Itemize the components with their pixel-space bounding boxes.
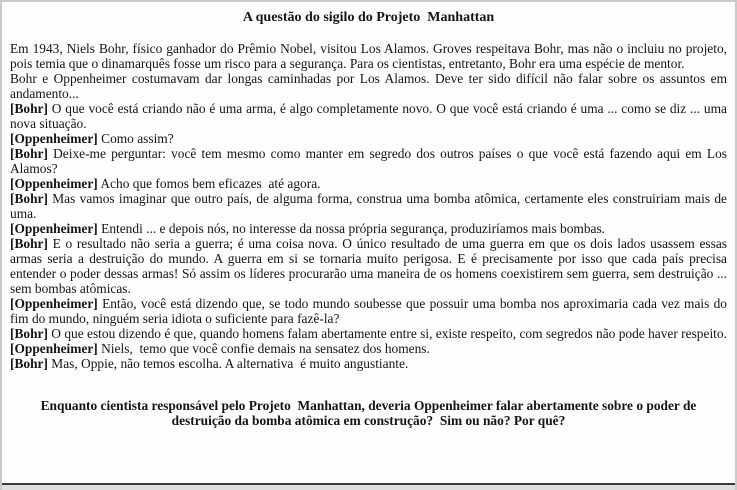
page-title: A questão do sigilo do Projeto Manhattan — [242, 10, 495, 25]
dialogue-line — [10, 131, 727, 146]
dialogue-text: Deixe-me perguntar: você tem mesmo como manter em segredo dos outros países o que você está fazendo aqui em Los Alamos? — [10, 146, 727, 176]
dialogue-line — [10, 146, 727, 176]
intro-paragraph-2: Bohr e Oppenheimer costumavam dar longas caminhadas por Los Alamos. Deve ter sido difícil não falar sobre os assuntos em andamento... — [10, 71, 727, 101]
speaker-label: [Oppenheimer] — [10, 296, 98, 311]
dialogue-line — [10, 191, 727, 221]
speaker-label: [Bohr] — [10, 356, 48, 371]
speaker-label: [Oppenheimer] — [10, 131, 98, 146]
bottom-rule — [2, 483, 735, 490]
dialogue-text: Como assim? — [101, 131, 174, 146]
dialogue-line — [10, 296, 727, 326]
speaker-label: [Oppenheimer] — [10, 221, 98, 236]
dialogue-text: Mas vamos imaginar que outro país, de alguma forma, construa uma bomba atômica, certamente eles construiriam mais de uma. — [10, 191, 727, 221]
dialogue-line — [10, 221, 727, 236]
dialogue-line — [10, 326, 727, 341]
speaker-label: [Oppenheimer] — [10, 341, 98, 356]
speaker-label: [Bohr] — [10, 101, 48, 116]
dialogue-text: Então, você está dizendo que, se todo mundo soubesse que possuir uma bomba nos aproximaria cada vez mais do fim do mundo, ninguém seria idiota o suficiente para fazê-la? — [10, 296, 727, 326]
dialogue-line — [10, 341, 727, 356]
dialogue-line — [10, 176, 727, 191]
dialogue-text: Mas, Oppie, não temos escolha. A alternativa é muito angustiante. — [51, 356, 409, 371]
document-content — [2, 2, 735, 428]
dialogue-text: O que você está criando não é uma arma, é algo completamente novo. O que você está criando é uma ... como se diz ... uma nova situação. — [10, 101, 727, 131]
speaker-label: [Bohr] — [10, 236, 48, 251]
dialogue-text: Niels, temo que você confie demais na sensatez dos homens. — [101, 341, 430, 356]
dialogue-line — [10, 236, 727, 296]
dialogue-line — [10, 101, 727, 131]
speaker-label: [Bohr] — [10, 191, 48, 206]
speaker-label: [Bohr] — [10, 326, 48, 341]
dialogue-text: Entendi ... e depois nós, no interesse da nossa própria segurança, produziríamos mais bombas. — [101, 221, 606, 236]
dialogue-text: E o resultado não seria a guerra; é uma coisa nova. O único resultado de uma guerra em que os dois lados usassem essas armas seria a destruição do mundo. A guerra em si se tornaria muito perigosa. E é precisamente por isso que cada país precisa entender o poder dessas armas! Só assim os líderes procurarão uma maneira de os homens coexistirem sem guerra, sem destruição ... sem bombas atômicas. — [10, 236, 727, 296]
speaker-label: [Oppenheimer] — [10, 176, 98, 191]
discussion-question: Enquanto cientista responsável pelo Projeto Manhattan, deveria Oppenheimer falar abertamente sobre o poder de destruição da bomba atômica em construção? Sim ou não? Por quê? — [40, 398, 697, 428]
intro-paragraph-1: Em 1943, Niels Bohr, físico ganhador do Prêmio Nobel, visitou Los Alamos. Groves respeitava Bohr, mas não o incluiu no projeto, pois temia que o dinamarquês fosse um risco para a segurança. Para os cientistas, entretanto, Bohr era uma espécie de mentor. — [10, 41, 727, 71]
dialogue-text: Acho que fomos bem eficazes até agora. — [100, 176, 321, 191]
dialogue-text: O que estou dizendo é que, quando homens falam abertamente entre si, existe respeito, com segredos não pode haver respeito. — [51, 326, 727, 341]
dialogue-line — [10, 356, 727, 371]
speaker-label: [Bohr] — [10, 146, 48, 161]
